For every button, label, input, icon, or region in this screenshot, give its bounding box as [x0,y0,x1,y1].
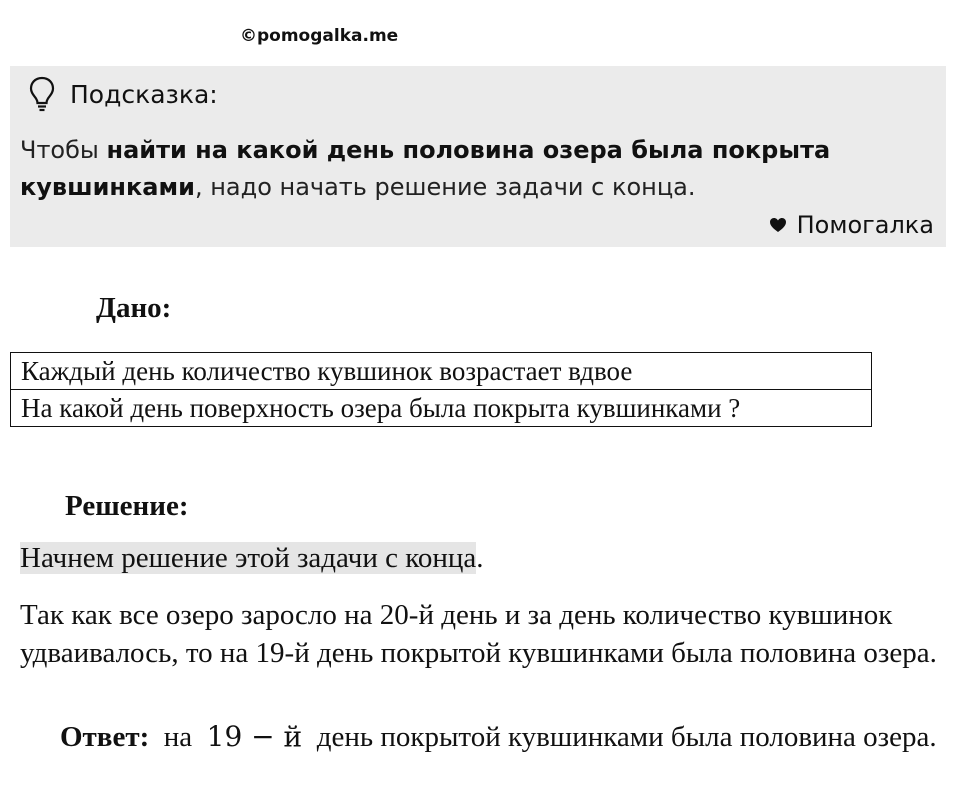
answer-pre: на [163,721,193,753]
hint-title [28,76,218,112]
hint-text [20,132,925,206]
answer-math: 19 − й [206,720,303,753]
answer [60,717,940,757]
given-row [11,390,872,427]
hint-text-bold: найти на какой день половина озера была покрыта кувшинками [20,136,831,201]
hint-box [10,66,946,247]
brand [769,211,934,239]
hint-text-suffix: , надо начать решение задачи с конца. [194,173,696,201]
given-table [10,352,872,427]
answer-label: Ответ: [60,721,150,753]
lightbulb-icon [28,76,56,112]
solution-paragraph: Так как все озеро заросло на 20-й день и за день количество кувшинок удваивалось, то на 19-й день покрытой кувшинками была половина озера. [20,599,937,669]
solution-title: Решение: [65,490,189,522]
brand-label: Помогалка [796,211,934,239]
highlighted-text: Начнем решение этой задачи с конца [20,542,477,574]
line-end: . [476,542,484,574]
answer-post: день покрытой кувшинками была половина озера. [316,721,937,753]
hint-text-prefix: Чтобы [20,136,107,164]
solution-first-line [20,542,484,575]
watermark: ©pomogalka.me [240,26,399,46]
given-row [11,353,872,390]
heart-icon [769,217,787,233]
given-cell-2: На какой день поверхность озера была покрыта кувшинками ? [11,390,872,427]
given-title: Дано: [96,292,172,324]
given-cell-1: Каждый день количество кувшинок возрастает вдвое [11,353,872,390]
hint-title-text: Подсказка: [70,79,218,109]
